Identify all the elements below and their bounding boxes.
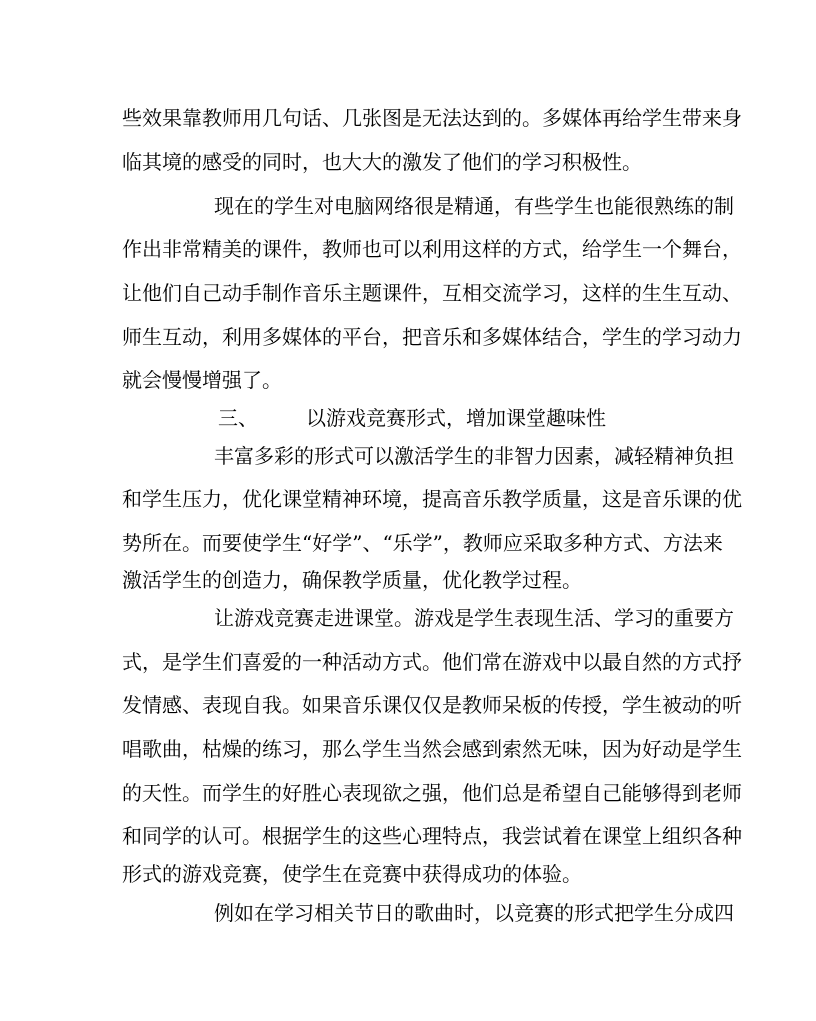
paragraph-line	[0, 145, 816, 179]
line-text: 形式的游戏竞赛，使学生在竞赛中获得成功的体验。	[122, 862, 582, 886]
paragraph-line	[0, 688, 816, 722]
paragraph-line	[0, 320, 816, 354]
line-text: 例如在学习相关节日的歌曲时，以竞赛的形式把学生分成四	[214, 901, 734, 925]
paragraph-line	[0, 732, 816, 766]
paragraph-line	[0, 526, 816, 560]
paragraph-line	[0, 363, 816, 397]
line-text: 让游戏竞赛走进课堂。游戏是学生表现生活、学习的重要方	[214, 606, 734, 630]
paragraph-line	[0, 601, 816, 635]
line-text: 式，是学生们喜爱的一种活动方式。他们常在游戏中以最自然的方式抒	[122, 650, 742, 674]
line-text: 作出非常精美的课件，教师也可以利用这样的方式，给学生一个舞台，	[122, 237, 742, 261]
paragraph-line	[0, 276, 816, 310]
heading-number: 三、	[218, 406, 258, 430]
line-text: 势所在。而要使学生“好学”、“乐学”，教师应采取多种方式、方法来	[122, 531, 723, 555]
heading-text: 以游戏竞赛形式，增加课堂趣味性	[306, 406, 606, 430]
paragraph-line	[0, 482, 816, 516]
paragraph-line	[0, 439, 816, 473]
paragraph-line	[0, 857, 816, 891]
line-text: 临其境的感受的同时，也大大的激发了他们的学习积极性。	[122, 150, 642, 174]
line-text: 和同学的认可。根据学生的这些心理特点，我尝试着在课堂上组织各种	[122, 824, 742, 848]
paragraph-line	[0, 776, 816, 810]
line-text: 发情感、表现自我。如果音乐课仅仅是教师呆板的传授，学生被动的听	[122, 693, 742, 717]
paragraph-line	[0, 189, 816, 223]
line-text: 就会慢慢增强了。	[122, 368, 282, 392]
paragraph-line	[0, 819, 816, 853]
paragraph-line	[0, 896, 816, 930]
line-text: 唱歌曲，枯燥的练习，那么学生当然会感到索然无味，因为好动是学生	[122, 737, 742, 761]
line-text: 现在的学生对电脑网络很是精通，有些学生也能很熟练的制	[214, 194, 734, 218]
paragraph-line	[0, 232, 816, 266]
line-text: 让他们自己动手制作音乐主题课件，互相交流学习，这样的生生互动、	[122, 281, 742, 305]
line-text: 的天性。而学生的好胜心表现欲之强，他们总是希望自己能够得到老师	[122, 781, 742, 805]
line-text: 和学生压力，优化课堂精神环境，提高音乐教学质量，这是音乐课的优	[122, 487, 742, 511]
line-text: 师生互动，利用多媒体的平台，把音乐和多媒体结合，学生的学习动力	[122, 325, 742, 349]
paragraph-line	[0, 101, 816, 135]
line-text: 些效果靠教师用几句话、几张图是无法达到的。多媒体再给学生带来身	[122, 106, 742, 130]
line-text: 激活学生的创造力，确保教学质量，优化教学过程。	[122, 568, 582, 592]
section-heading	[0, 401, 816, 435]
paragraph-line	[0, 563, 816, 597]
line-text: 丰富多彩的形式可以激活学生的非智力因素，减轻精神负担	[214, 444, 734, 468]
paragraph-line	[0, 645, 816, 679]
